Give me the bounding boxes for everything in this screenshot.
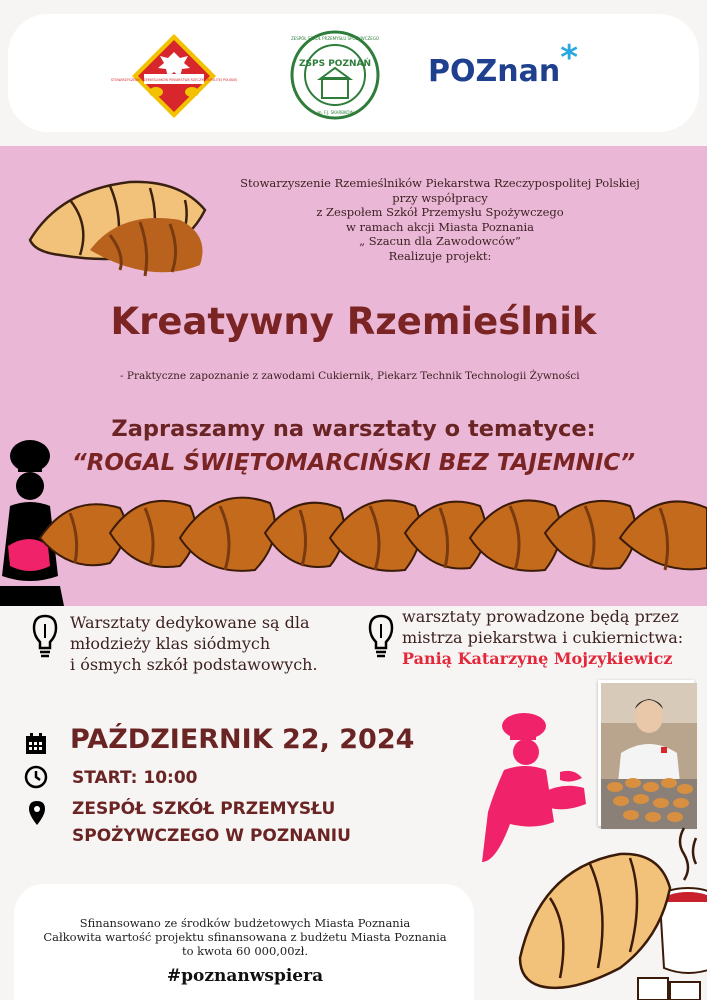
hashtag: #poznanwspiera	[166, 966, 324, 986]
workshop-theme: “ROGAL ŚWIĘTOMARCIŃSKI BEZ TAJEMNIC”	[71, 450, 636, 476]
zsps-logo	[290, 30, 380, 120]
host-text: warsztaty prowadzone będą przez mistrza piekarstwa i cukiernictwa: Panią Katarzynę Mojzykiewicz	[402, 607, 684, 668]
clock-icon	[24, 765, 48, 789]
lightbulb-icon	[368, 614, 394, 658]
poznan-logo: POZnan*	[428, 38, 578, 89]
croissant-illustration	[20, 170, 220, 280]
zsps-logo-text: ZSPS POZNAŃ	[298, 59, 372, 69]
crest-logo-text: STOWARZYSZENIE RZEMIEŚLNIKÓW PIEKARSTWA RZECZYPOSPOLITEJ POLSKIEJ	[110, 78, 238, 82]
financing-note: Sfinansowano ze środków budżetowych Miasta Poznania Całkowita wartość projektu sfinansowana z budżetu Miasta Poznania to kwota 60 000,00zł.	[43, 916, 447, 958]
project-subtitle: - Praktyczne zapoznanie z zawodami Cukiernik, Piekarz Technik Technologii Żywności	[120, 370, 580, 382]
host-name: Panią Katarzynę Mojzykiewicz	[402, 649, 673, 668]
event-date: PAŹDZIERNIK 22, 2024	[70, 724, 415, 755]
baker-photo-image	[601, 683, 697, 829]
svg-text:im. F.J. SKARBKÓW: im. F.J. SKARBKÓW	[316, 110, 354, 115]
croissant-row	[40, 478, 707, 588]
audience-text: Warsztaty dedykowane są dla młodzieży klas siódmych i ósmych szkół podstawowych.	[70, 613, 318, 674]
invitation-line: Zapraszamy na warsztaty o tematyce:	[111, 416, 596, 442]
event-start-time: START: 10:00	[72, 768, 198, 788]
location-pin-icon	[28, 800, 46, 826]
intro-text: Stowarzyszenie Rzemieślników Piekarstwa Rzeczypospolitej Polskiej przy współpracy z Zespołem Szkół Przemysłu Spożywczego w ramach akcji Miasta Poznania „ Szacun dla Zawodowców” Realizuje projekt:	[240, 176, 640, 263]
project-title: Kreatywny Rzemieślnik	[110, 300, 597, 343]
event-location: ZESPÓŁ SZKÓŁ PRZEMYSŁU SPOŻYWCZEGO W POZNANIU	[72, 799, 351, 846]
baker-photo	[598, 680, 694, 826]
svg-text:ZESPÓŁ SZKÓŁ PRZEMYSŁU SPOŻYWC: ZESPÓŁ SZKÓŁ PRZEMYSŁU SPOŻYWCZEGO	[290, 36, 380, 41]
calendar-icon	[24, 732, 48, 756]
lightbulb-icon	[32, 614, 58, 658]
stowarzyszenie-crest-logo	[110, 30, 238, 122]
croissant-and-cup-illustration	[510, 818, 707, 1000]
